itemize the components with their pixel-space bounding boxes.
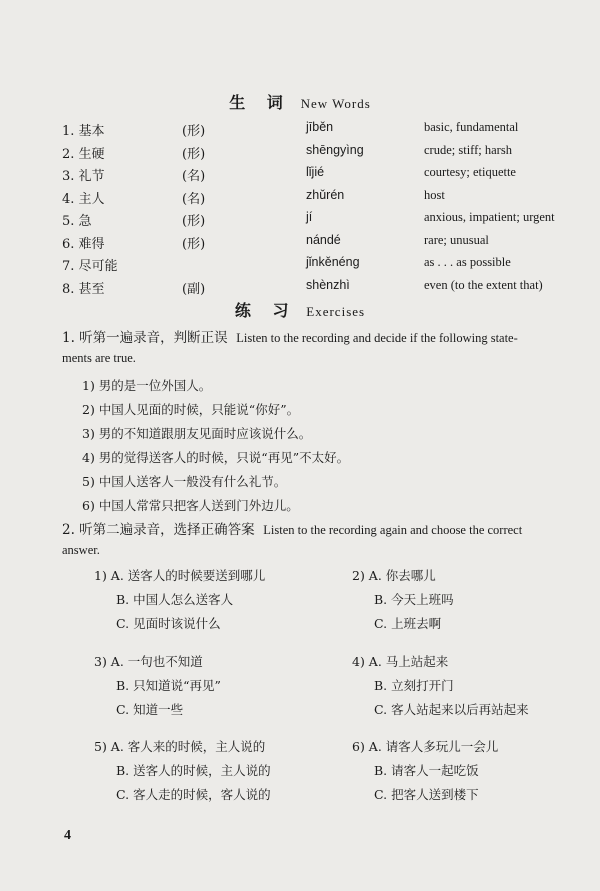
question-2-option-b: B. 今天上班吗 [374,592,454,607]
question-1-option-c: C. 见面时该说什么 [116,616,221,631]
vocab-number: 3. [62,169,75,184]
vocab-number: 2. [62,146,75,162]
vocab-pos: (副) [182,281,206,297]
question-3-option-c: C. 知道一些 [116,702,184,717]
vocab-word: 主人 [78,191,105,207]
vocab-meaning: host [424,187,445,202]
vocab-meaning: courtesy; etiquette [424,165,516,179]
vocab-word-line [62,165,105,184]
question-label: 6) A. [352,739,382,754]
vocab-number: 6. [62,236,75,252]
vocab-pinyin: jīběn [306,120,334,134]
option-text: 你去哪儿 [385,568,436,583]
vocab-word-line [62,210,92,229]
exercise-1-instructions [62,328,582,368]
vocab-row [62,143,582,166]
question-3-option-a [94,652,203,670]
vocab-number: 8. [62,281,75,297]
vocab-row [62,188,582,211]
vocab-word-line [62,278,105,297]
option-text: 马上站起来 [385,654,449,669]
vocab-meaning: even (to the extent that) [424,277,543,292]
exercises-title-en: Exercises [306,304,366,319]
vocab-pinyin: jǐnkěnéng [306,255,360,269]
page-number: 4 [64,828,71,843]
vocab-meaning: basic, fundamental [424,120,519,134]
exercise-1-title-en-line2: ments are true. [62,351,136,365]
option-text: 客人来的时候，主人说的 [127,739,266,754]
exercise-2-title-en-line1: Listen to the recording again and choose the correct [263,523,523,537]
exercise-1-title-en-line1: Listen to the recording and decide if the following state- [236,331,518,345]
vocab-word: 礼节 [78,169,105,184]
question-1-option-a [94,566,265,584]
vocab-pinyin: shēngyìng [306,142,364,157]
statement-item: 2) 中国人见面的时候，只能说“你好”。 [82,402,300,417]
new-words-title-cn: 生 词 [229,93,291,112]
vocab-pos: (形) [182,214,206,229]
vocabulary-list [62,120,582,300]
question-4-option-b: B. 立刻打开门 [374,678,454,693]
vocab-pos: (名) [182,191,206,207]
option-text: 一句也不知道 [127,654,203,669]
vocab-word: 甚至 [78,281,105,297]
question-6-option-a [352,737,498,755]
vocab-pinyin: lǐjié [306,165,325,179]
vocab-row [62,233,582,256]
vocab-meaning: as . . . as possible [424,255,511,269]
vocab-pos: (形) [182,236,206,252]
question-label: 4) A. [352,654,382,669]
vocab-row [62,210,582,233]
vocab-number: 7. [62,259,75,274]
vocab-pos: (名) [182,169,206,184]
statement-item: 3) 男的不知道跟朋友见面时应该说什么。 [82,426,312,441]
vocab-number: 4. [62,191,75,207]
exercise-2-title-cn: 2. 听第二遍录音，选择正确答案 [62,522,255,538]
question-label: 5) A. [94,739,124,754]
vocab-row [62,278,582,301]
question-5-option-a [94,737,265,755]
vocab-word-line [62,143,105,162]
exercise-2-instructions [62,520,582,560]
vocab-pinyin: nándé [306,232,341,247]
option-text: 请客人多玩儿一会儿 [385,739,499,754]
statement-item: 4) 男的觉得送客人的时候，只说“再见”不太好。 [82,450,350,465]
vocab-pinyin: shènzhì [306,277,350,292]
vocab-pinyin: jí [306,210,313,224]
new-words-heading [0,90,600,113]
question-label: 1) A. [94,568,124,583]
vocab-word-line [62,255,118,274]
vocab-row [62,165,582,188]
question-label: 3) A. [94,654,124,669]
option-text: 送客人的时候要送到哪儿 [127,568,266,583]
vocab-pos: (形) [182,146,206,162]
vocab-pos: (形) [182,124,206,139]
question-3-option-b: B. 只知道说“再见” [116,678,221,693]
question-label: 2) A. [352,568,382,583]
vocab-meaning: rare; unusual [424,232,489,247]
vocab-word: 基本 [78,124,105,139]
vocab-number: 1. [62,124,75,139]
vocab-word-line [62,233,105,252]
exercise-2-title-en-line2: answer. [62,543,100,557]
exercises-title-cn: 练 习 [234,301,297,320]
question-1-option-b: B. 中国人怎么送客人 [116,592,234,607]
vocab-meaning: crude; stiff; harsh [424,142,512,157]
vocab-meaning: anxious, impatient; urgent [424,210,555,224]
vocab-row [62,255,582,278]
vocab-row [62,120,582,143]
statement-item: 5) 中国人送客人一般没有什么礼节。 [82,474,287,489]
question-2-option-c: C. 上班去啊 [374,616,442,631]
new-words-title-en: New Words [300,96,371,111]
vocab-word-line [62,188,105,207]
statement-item: 1) 男的是一位外国人。 [82,378,212,393]
exercise-1-title-cn: 1. 听第一遍录音，判断正误 [62,330,228,346]
vocab-word-line [62,120,105,139]
question-5-option-c: C. 客人走的时候，客人说的 [116,787,271,802]
vocab-pinyin: zhǔrén [306,187,345,202]
vocab-word: 生硬 [78,146,105,162]
question-6-option-c: C. 把客人送到楼下 [374,787,479,802]
vocab-word: 尽可能 [78,259,118,274]
question-4-option-c: C. 客人站起来以后再站起来 [374,702,529,717]
question-4-option-a [352,652,448,670]
vocab-word: 急 [78,214,92,229]
question-2-option-a [352,566,436,584]
question-5-option-b: B. 送客人的时候，主人说的 [116,763,271,778]
vocab-word: 难得 [78,236,105,252]
vocab-number: 5. [62,214,75,229]
exercises-heading [0,298,600,321]
statement-item: 6) 中国人常常只把客人送到门外边儿。 [82,498,299,513]
question-6-option-b: B. 请客人一起吃饭 [374,763,479,778]
